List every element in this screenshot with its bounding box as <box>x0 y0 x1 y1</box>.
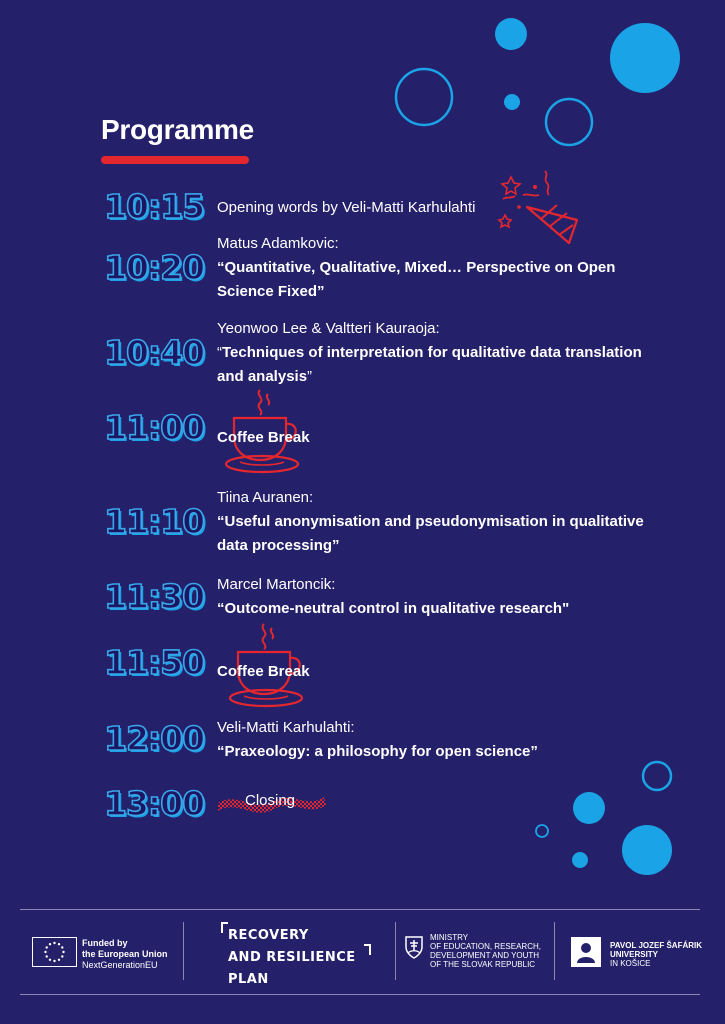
speaker-name: Tiina Auranen: <box>217 489 314 506</box>
upjs-line-3: IN KOŠICE <box>610 959 651 968</box>
ministry-line-2: OF EDUCATION, RESEARCH, <box>430 942 541 951</box>
upjs-line-1: PAVOL JOZEF ŠAFÁRIK <box>610 941 703 950</box>
schedule-entry <box>217 573 677 621</box>
talk-title: “Praxeology: a philosophy for open science” <box>217 743 538 760</box>
quote-open: “ <box>217 344 222 361</box>
time-slot: 11:50 <box>104 643 205 682</box>
eu-funding-text <box>82 938 168 971</box>
rrp-line-1: RECOVERY <box>228 928 309 943</box>
eu-line-3: NextGenerationEU <box>82 960 158 970</box>
time-slot: 12:00 <box>104 719 205 758</box>
university-logo-icon <box>571 937 601 967</box>
eu-line-2: the European Union <box>82 949 168 959</box>
time-slot: 13:00 <box>104 784 205 823</box>
entry-text: Opening words by Veli-Matti Karhulahti <box>217 199 476 216</box>
coffee-break-label: Coffee Break <box>217 663 310 680</box>
speaker-name: Marcel Martoncik: <box>217 576 336 593</box>
time-slot: 11:00 <box>104 408 205 447</box>
coffee-break-label: Coffee Break <box>217 429 310 446</box>
upjs-line-2: UNIVERSITY <box>610 950 659 959</box>
schedule-entry <box>217 716 657 764</box>
speaker-name: Matus Adamkovic: <box>217 235 339 252</box>
university-name <box>610 941 702 968</box>
ministry-line-3: DEVELOPMENT AND YOUTH <box>430 951 540 960</box>
ministry-text <box>430 933 541 969</box>
rrp-line-3: PLAN <box>228 972 269 987</box>
eu-line-1: Funded by <box>82 938 128 948</box>
schedule-entry <box>217 232 657 304</box>
talk-title: “Quantitative, Qualitative, Mixed… Perspective on Open Science Fixed” <box>217 259 616 300</box>
rrp-line-2: AND RESILIENCE <box>228 950 356 965</box>
talk-title: “Outcome-neutral control in qualitative research" <box>217 600 570 617</box>
schedule-entry <box>217 486 657 558</box>
ministry-line-4: OF THE SLOVAK REPUBLIC <box>430 960 536 969</box>
slovak-emblem-icon <box>404 935 424 959</box>
time-slot: 10:20 <box>104 248 205 287</box>
ministry-line-1: MINISTRY <box>430 933 469 942</box>
schedule-entry <box>217 196 657 220</box>
closing-label: Closing <box>245 792 296 809</box>
eu-flag-icon <box>32 937 77 967</box>
time-slot: 11:10 <box>104 502 205 541</box>
time-slot: 10:40 <box>104 333 205 372</box>
footer-separator <box>554 922 555 980</box>
talk-title-text: Techniques of interpretation for qualitative data translation and analysis <box>217 344 642 385</box>
time-slot: 10:15 <box>104 187 205 226</box>
footer-bottom-line <box>20 994 700 995</box>
page-title: Programme <box>101 114 254 145</box>
footer-separator <box>183 922 184 980</box>
recovery-plan-logo <box>228 925 356 991</box>
talk-title <box>217 341 657 389</box>
footer-separator <box>395 922 396 980</box>
talk-title: “Useful anonymisation and pseudonymisation in qualitative data processing” <box>217 513 644 554</box>
speaker-name: Veli-Matti Karhulahti: <box>217 719 355 736</box>
time-slot: 11:30 <box>104 577 205 616</box>
title-underline <box>101 156 249 164</box>
schedule-entry <box>217 317 657 389</box>
quote-close: ” <box>307 368 313 385</box>
speaker-name: Yeonwoo Lee & Valtteri Kauraoja: <box>217 320 440 337</box>
footer-top-line <box>20 909 700 910</box>
